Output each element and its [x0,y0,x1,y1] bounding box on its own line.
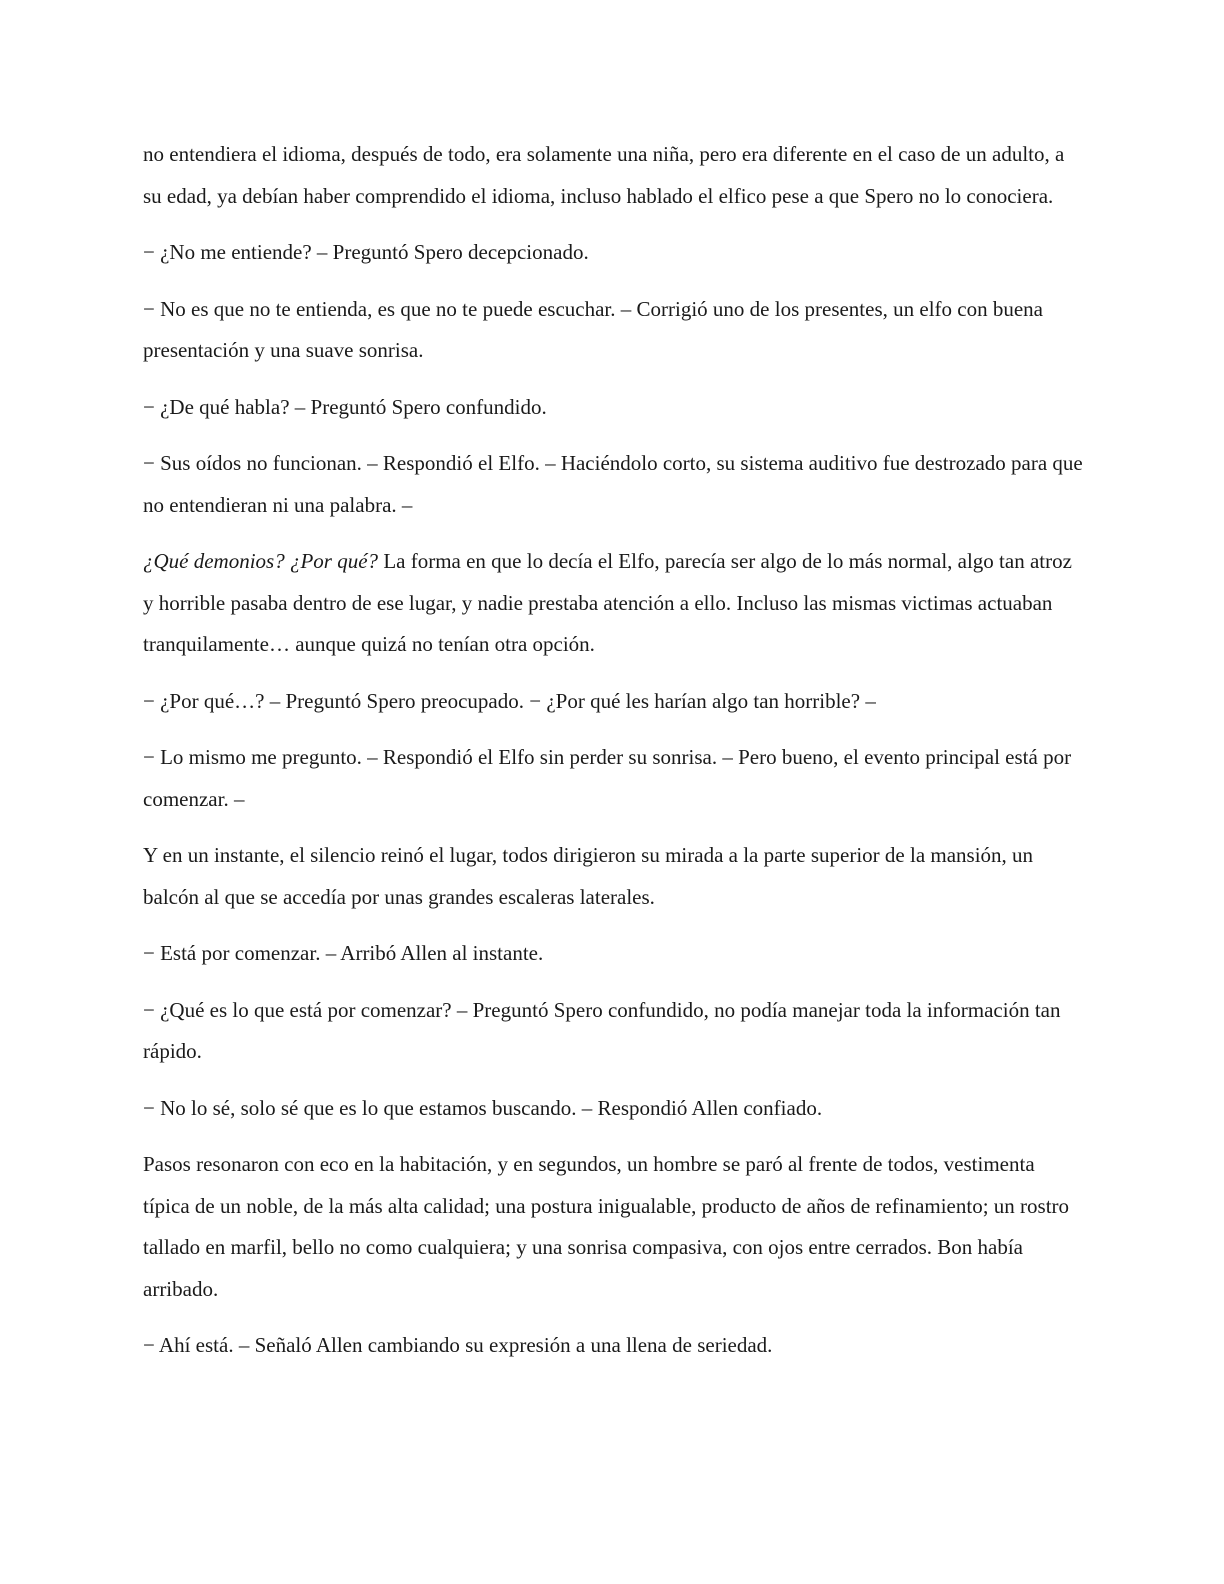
paragraph-text: − Ahí está. – Señaló Allen cambiando su expresión a una llena de seriedad. [143,1333,773,1357]
paragraph-text: − ¿No me entiende? – Preguntó Spero decepcionado. [143,240,589,264]
paragraph-text: − Sus oídos no funcionan. – Respondió el Elfo. – Haciéndolo corto, su sistema auditivo fue destrozado para que no entendieran ni una palabra. – [143,451,1083,517]
paragraph-text: − No lo sé, solo sé que es lo que estamos buscando. – Respondió Allen confiado. [143,1095,823,1120]
dialogue-paragraph [143,990,1083,1073]
paragraph-text: Pasos resonaron con eco en la habitación, y en segundos, un hombre se paró al frente de todos, vestimenta típica de un noble, de la más alta calidad; una postura inigualable, producto de años de refinamiento; un rostro tallado en marfil, bello no como cualquiera; y una sonrisa compasiva, con ojos entre cerrados. Bon había arribado. [143,1152,1070,1301]
paragraph-text: − ¿Qué es lo que está por comenzar? – Preguntó Spero confundido, no podía manejar toda la información tan rápido. [143,997,1061,1063]
paragraph [143,134,1083,217]
paragraph [143,1144,1083,1310]
paragraph-text: − No es que no te entienda, es que no te puede escuchar. – Corrigió uno de los presentes, un elfo con buena presentación y una suave sonrisa. [143,296,1043,362]
paragraph-text: − ¿De qué habla? – Preguntó Spero confundido. [143,394,547,419]
italic-thought: ¿Qué demonios? ¿Por qué? [143,549,379,573]
dialogue-paragraph [143,232,1083,274]
dialogue-paragraph [143,387,1083,429]
dialogue-paragraph [143,289,1083,372]
paragraph-text: La forma en que lo decía el Elfo, parecía ser algo de lo más normal, algo tan atroz y horrible pasaba dentro de ese lugar, y nadie prestaba atención a ello. Incluso las mismas victimas actuaban tranquilamente… aunque quizá no tenían otra opción. [143,549,1072,656]
paragraph-text: Y en un instante, el silencio reinó el lugar, todos dirigieron su mirada a la parte superior de la mansión, un balcón al que se accedía por unas grandes escaleras laterales. [143,843,1034,909]
paragraph [143,541,1083,666]
paragraph-text: − ¿Por qué…? – Preguntó Spero preocupado. − ¿Por qué les harían algo tan horrible? – [143,688,876,713]
dialogue-paragraph [143,1325,1083,1367]
dialogue-paragraph [143,1088,1083,1130]
paragraph-text: − Lo mismo me pregunto. – Respondió el Elfo sin perder su sonrisa. – Pero bueno, el evento principal está por comenzar. – [143,745,1072,811]
document-page [143,134,1083,1382]
paragraph-text: no entendiera el idioma, después de todo, era solamente una niña, pero era diferente en el caso de un adulto, a su edad, ya debían haber comprendido el idioma, incluso hablado el elfico pese a que Spero no lo conociera. [143,142,1065,208]
dialogue-paragraph [143,443,1083,526]
dialogue-paragraph [143,681,1083,723]
dialogue-paragraph [143,933,1083,975]
paragraph [143,835,1083,918]
paragraph-text: − Está por comenzar. – Arribó Allen al instante. [143,941,544,965]
dialogue-paragraph [143,737,1083,820]
